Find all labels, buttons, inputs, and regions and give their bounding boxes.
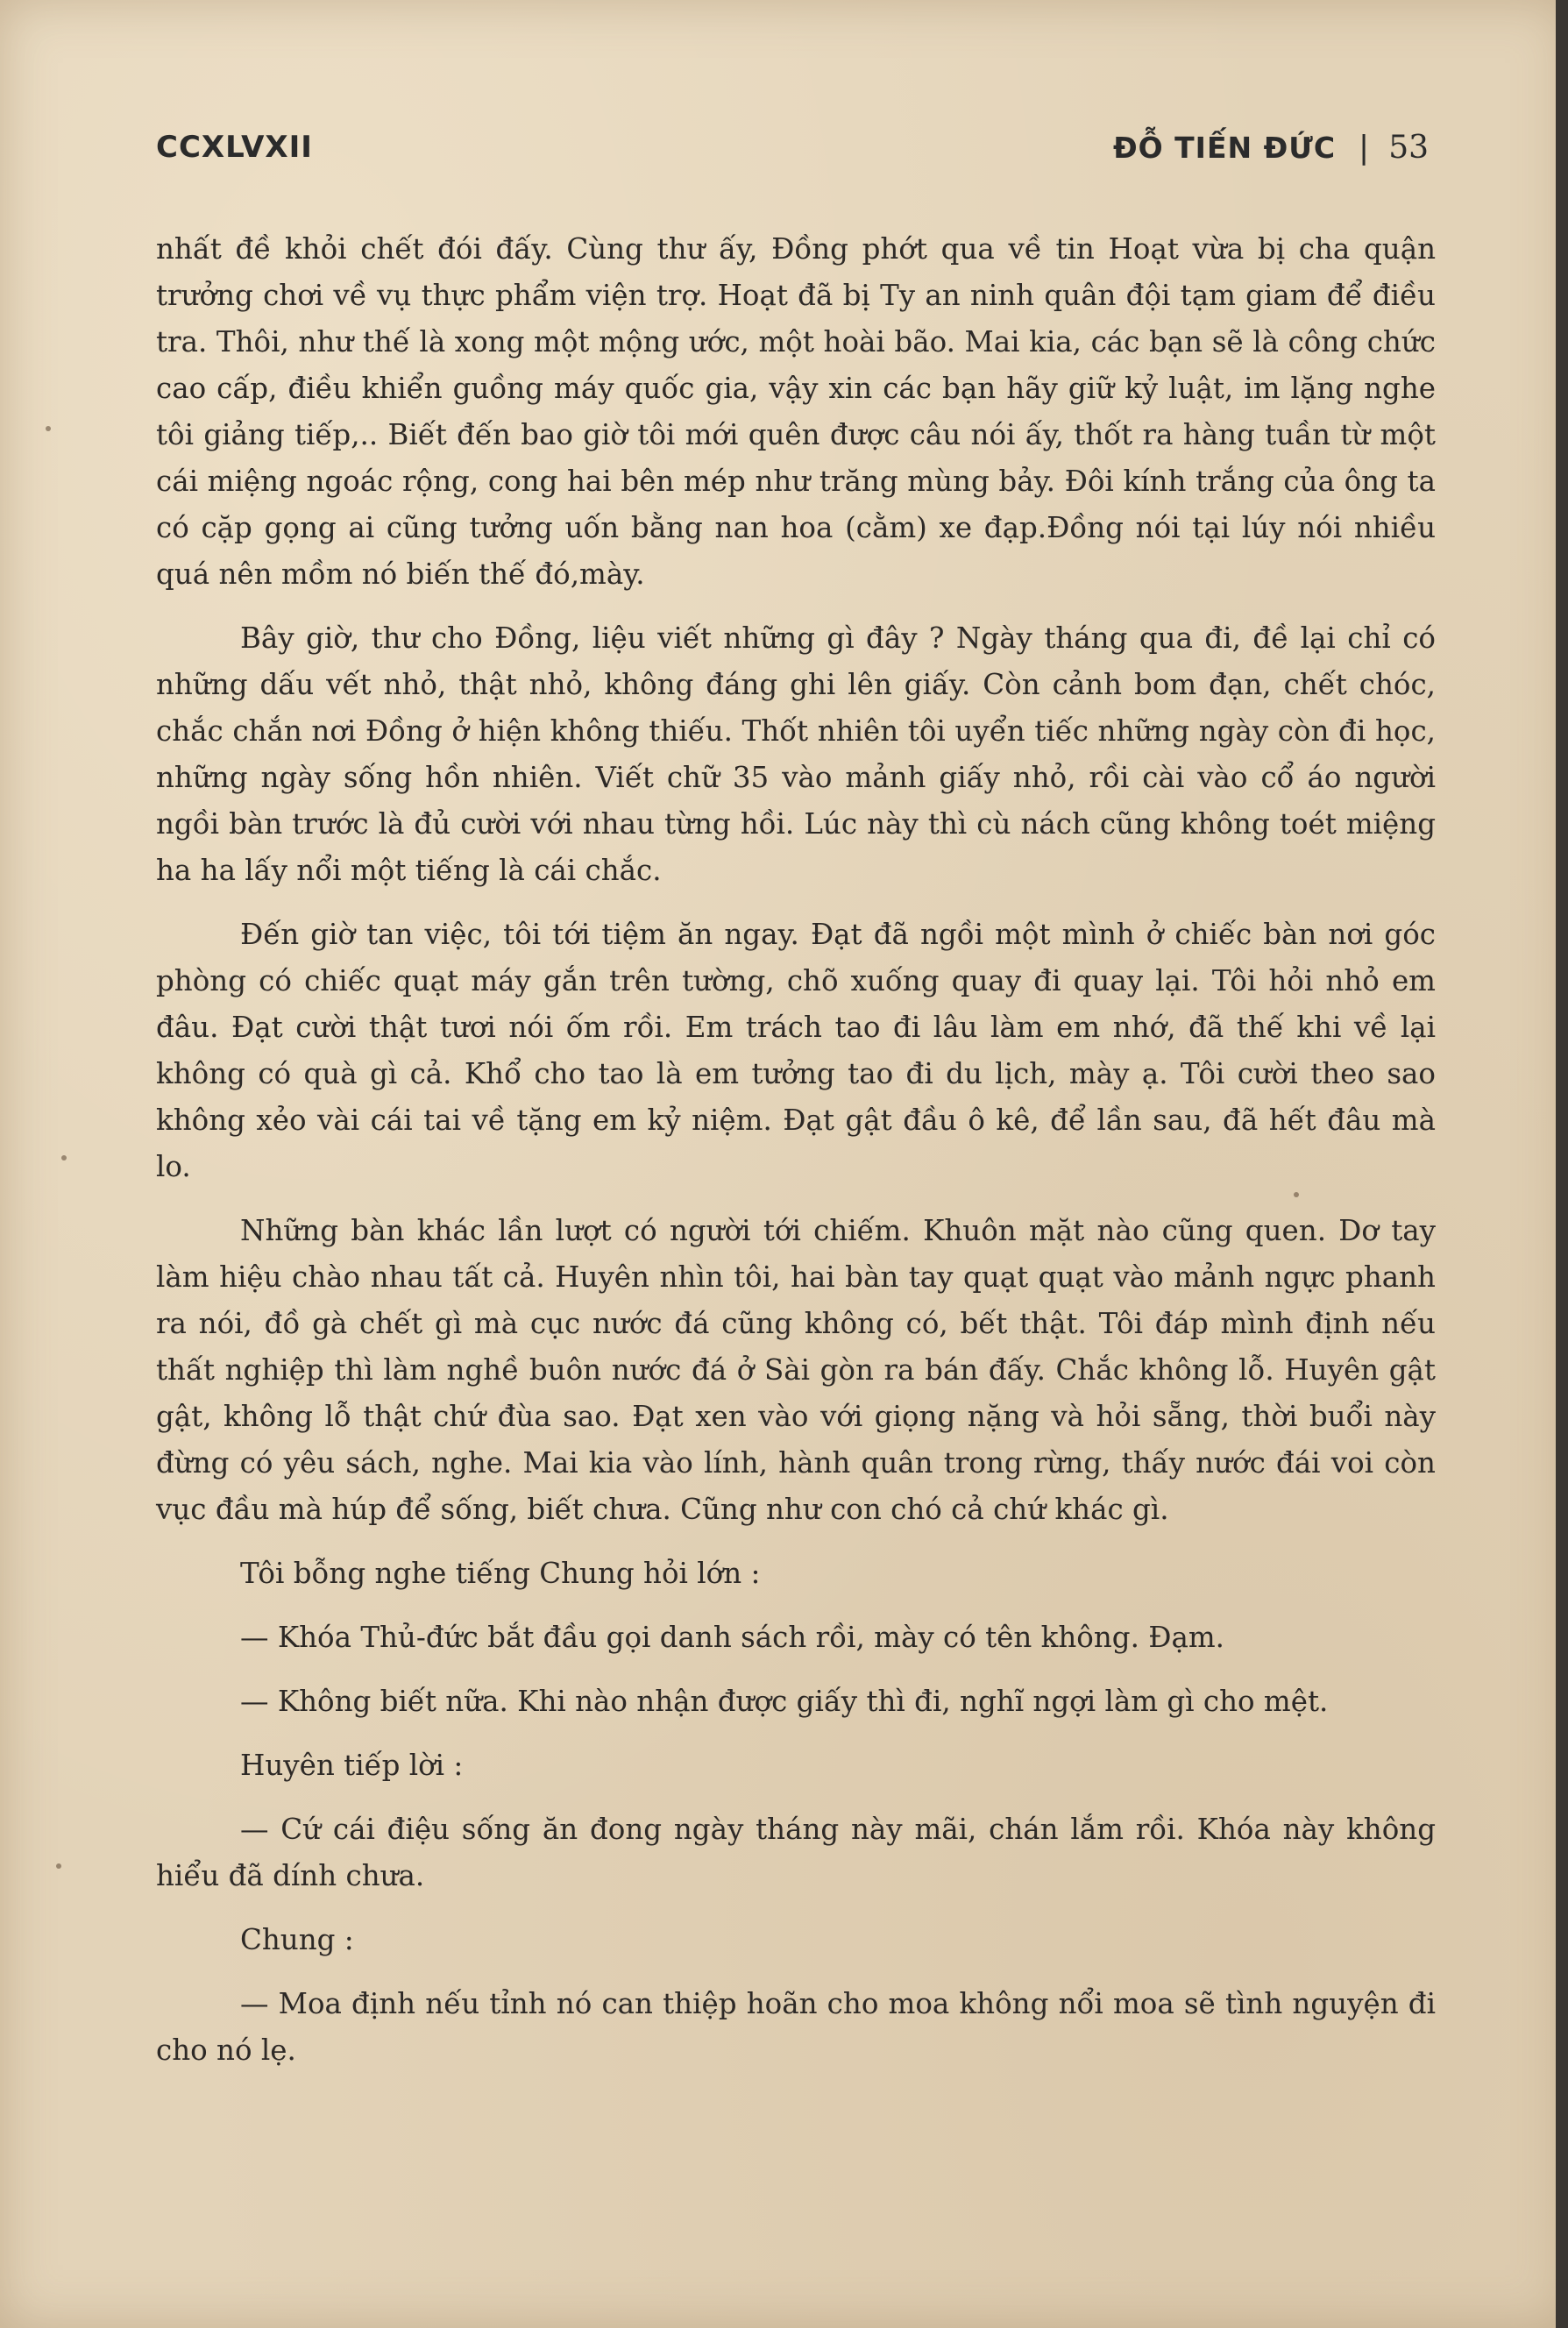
page-edge-shadow: [1556, 0, 1568, 2328]
header-separator: |: [1359, 130, 1370, 166]
page-body: [156, 226, 1436, 2091]
running-code: CCXLVXII: [156, 130, 313, 165]
paper-speck: [61, 1155, 67, 1160]
paragraph: nhất đề khỏi chết đói đấy. Cùng thư ấy, Đồng phớt qua về tin Hoạt vừa bị cha quận trưởng chơi về vụ thực phẩm viện trợ. Hoạt đã bị Ty an ninh quân đội tạm giam để điều tra. Thôi, như thế là xong một mộng ước, một hoài bão. Mai kia, các bạn sẽ là công chức cao cấp, điều khiển guồng máy quốc gia, vậy xin các bạn hãy giữ kỷ luật, im lặng nghe tôi giảng tiếp,.. Biết đến bao giờ tôi mới quên được câu nói ấy, thốt ra hàng tuần từ một cái miệng ngoác rộng, cong hai bên mép như trăng mùng bảy. Đôi kính trắng của ông ta có cặp gọng ai cũng tưởng uốn bằng nan hoa (cằm) xe đạp.Đồng nói tại lúy nói nhiều quá nên mồm nó biến thế đó,mày.: [156, 232, 1436, 591]
paragraph: Huyên tiếp lời :: [240, 1749, 464, 1782]
paper-speck: [46, 426, 51, 431]
dialogue-line: — Khóa Thủ-đức bắt đầu gọi danh sách rồi, mày có tên không. Đạm.: [240, 1621, 1225, 1654]
paragraph: Tôi bỗng nghe tiếng Chung hỏi lớn :: [240, 1557, 761, 1590]
author-name: ĐỖ TIẾN ĐỨC: [1112, 131, 1337, 165]
dialogue-line: — Cứ cái điệu sống ăn đong ngày tháng này mãi, chán lắm rồi. Khóa này không hiểu đã dính chưa.: [156, 1813, 1436, 1892]
paragraph: Bây giờ, thư cho Đồng, liệu viết những gì đây ? Ngày tháng qua đi, đề lại chỉ có những dấu vết nhỏ, thật nhỏ, không đáng ghi lên giấy. Còn cảnh bom đạn, chết chóc, chắc chắn nơi Đồng ở hiện không thiếu. Thốt nhiên tôi uyển tiếc những ngày còn đi học, những ngày sống hồn nhiên. Viết chữ 35 vào mảnh giấy nhỏ, rồi cài vào cổ áo người ngồi bàn trước là đủ cười với nhau từng hồi. Lúc này thì cù nách cũng không toét miệng ha ha lấy nổi một tiếng là cái chắc.: [156, 621, 1436, 887]
paper-speck: [56, 1863, 61, 1869]
paragraph: Chung :: [240, 1923, 354, 1956]
dialogue-line: — Moa định nếu tỉnh nó can thiệp hoãn cho moa không nổi moa sẽ tình nguyện đi cho nó lẹ.: [156, 1987, 1436, 2067]
running-header: [156, 130, 1429, 174]
paper-speck: [1294, 1192, 1299, 1197]
paragraph: Đến giờ tan việc, tôi tới tiệm ăn ngay. Đạt đã ngồi một mình ở chiếc bàn nơi góc phòng có chiếc quạt máy gắn trên tường, chõ xuống quay đi quay lại. Tôi hỏi nhỏ em đâu. Đạt cười thật tươi nói ốm rồi. Em trách tao đi lâu làm em nhớ, đã thế khi về lại không có quà gì cả. Khổ cho tao là em tưởng tao đi du lịch, mày ạ. Tôi cười theo sao không xẻo vài cái tai về tặng em kỷ niệm. Đạt gật đầu ô kê, để lần sau, đã hết đâu mà lo.: [156, 918, 1436, 1183]
paragraph: Những bàn khác lần lượt có người tới chiếm. Khuôn mặt nào cũng quen. Dơ tay làm hiệu chào nhau tất cả. Huyên nhìn tôi, hai bàn tay quạt quạt vào mảnh ngực phanh ra nói, đồ gà chết gì mà cục nước đá cũng không có, bết thật. Tôi đáp mình định nếu thất nghiệp thì làm nghề buôn nước đá ở Sài gòn ra bán đấy. Chắc không lỗ. Huyên gật gật, không lỗ thật chứ đùa sao. Đạt xen vào với giọng nặng và hỏi sẵng, thời buổi này đừng có yêu sách, nghe. Mai kia vào lính, hành quân trong rừng, thấy nước đái voi còn vục đầu mà húp để sống, biết chưa. Cũng như con chó cả chứ khác gì.: [156, 1214, 1436, 1526]
running-title: [1113, 130, 1429, 166]
page-number: 53: [1388, 130, 1429, 166]
dialogue-line: — Không biết nữa. Khi nào nhận được giấy thì đi, nghĩ ngợi làm gì cho mệt.: [240, 1685, 1329, 1718]
